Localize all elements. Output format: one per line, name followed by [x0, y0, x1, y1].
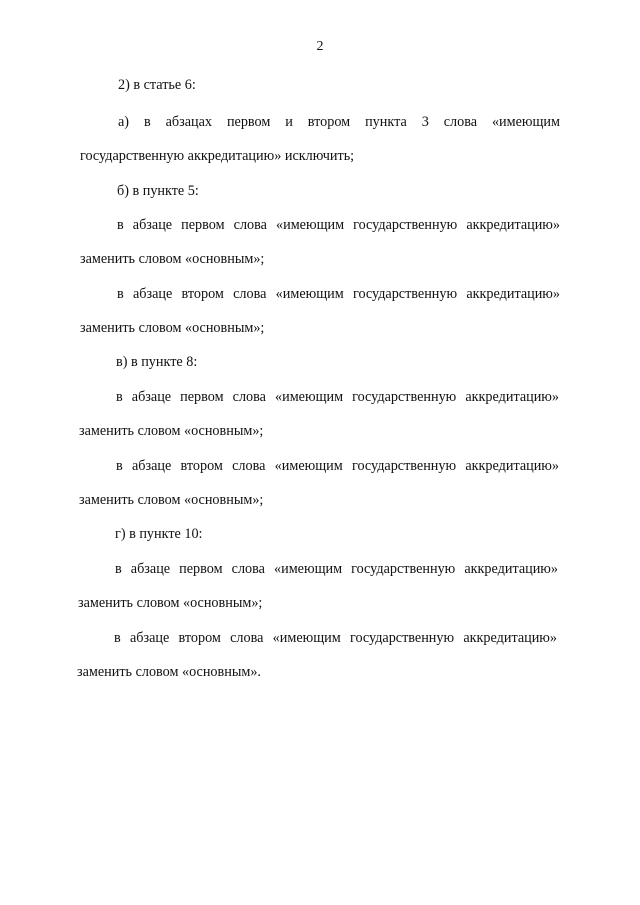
- subitem-a-text-1: а) в абзацах первом и втором пункта 3 слова «имеющим: [118, 114, 560, 130]
- paragraph-v2-line-1: [116, 458, 559, 474]
- subitem-a-line-1: [118, 114, 560, 130]
- subitem-v-heading: в) в пункте 8:: [116, 354, 198, 370]
- page-number: 2: [316, 39, 324, 54]
- item-2-heading: 2) в статье 6:: [118, 77, 196, 93]
- paragraph-g2-text-1: в абзаце втором слова «имеющим государственную аккредитацию»: [114, 630, 557, 646]
- paragraph-v2-text-1: в абзаце втором слова «имеющим государственную аккредитацию»: [116, 458, 559, 474]
- paragraph-v1-line-2: заменить словом «основным»;: [79, 423, 264, 439]
- paragraph-b2-line-2: заменить словом «основным»;: [80, 320, 265, 336]
- paragraph-v1-text-1: в абзаце первом слова «имеющим государственную аккредитацию»: [116, 389, 559, 405]
- paragraph-b1-text-1: в абзаце первом слова «имеющим государственную аккредитацию»: [117, 217, 560, 233]
- paragraph-b1-line-2: заменить словом «основным»;: [80, 251, 265, 267]
- paragraph-b2-line-1: [117, 286, 560, 302]
- paragraph-g2-line-1: [114, 630, 557, 646]
- paragraph-g1-text-1: в абзаце первом слова «имеющим государственную аккредитацию»: [115, 561, 558, 577]
- paragraph-g1-line-1: [115, 561, 558, 577]
- paragraph-b1-line-1: [117, 217, 560, 233]
- subitem-g-heading: г) в пункте 10:: [115, 526, 203, 542]
- paragraph-g1-line-2: заменить словом «основным»;: [78, 595, 263, 611]
- subitem-a-line-2: государственную аккредитацию» исключить;: [80, 148, 355, 164]
- subitem-b-heading: б) в пункте 5:: [117, 183, 199, 199]
- paragraph-b2-text-1: в абзаце втором слова «имеющим государственную аккредитацию»: [117, 286, 560, 302]
- paragraph-v1-line-1: [116, 389, 559, 405]
- paragraph-v2-line-2: заменить словом «основным»;: [79, 492, 264, 508]
- paragraph-g2-line-2: заменить словом «основным».: [77, 664, 261, 680]
